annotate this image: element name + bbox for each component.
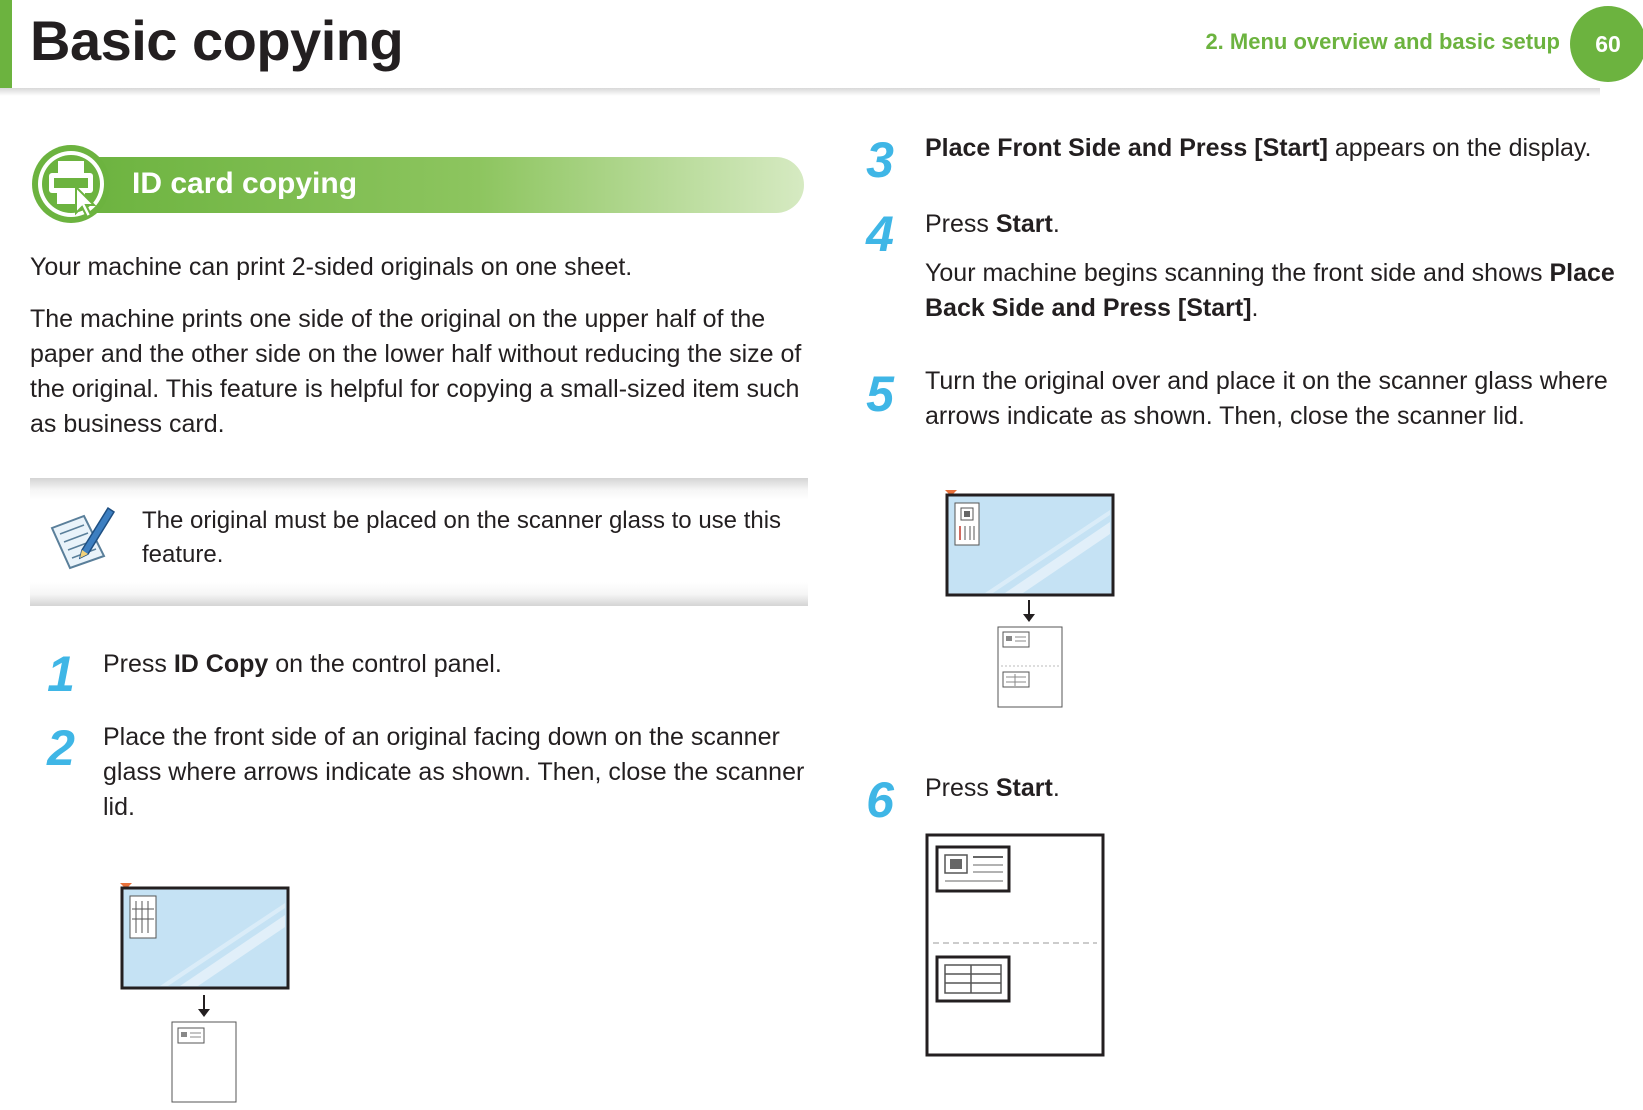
section-title: ID card copying: [132, 167, 358, 200]
step-text-3: Place Front Side and Press [Start] appears on the display.: [925, 134, 1592, 162]
step-number-4: 4: [866, 206, 894, 262]
step-text-4: Press Start.: [925, 210, 1060, 238]
step-text-6: Press Start.: [925, 774, 1060, 802]
page-number-badge: 60: [1570, 6, 1643, 82]
step-number-1: 1: [47, 646, 75, 702]
note-text: The original must be placed on the scanner glass to use this feature.: [142, 507, 782, 568]
printer-icon: [30, 143, 112, 225]
step-text-1: Press ID Copy on the control panel.: [103, 650, 502, 678]
scanner-glass-back-illustration: [945, 484, 1130, 724]
step-number-6: 6: [866, 772, 894, 828]
step-detail-4: Your machine begins scanning the front side and shows Place Back Side and Press [Start].: [925, 259, 1615, 322]
intro-paragraph-2: The machine prints one side of the original on the upper half of the paper and the other side on the lower half without reducing the size of the original. This feature is helpful for copying a small-sized item such as business card.: [30, 305, 802, 438]
chapter-link[interactable]: 2. Menu overview and basic setup: [1205, 29, 1560, 54]
step-number-2: 2: [47, 720, 75, 776]
step-text-5: Turn the original over and place it on the scanner glass where arrows indicate as shown. Then, close the scanner lid.: [925, 367, 1608, 430]
step-text-2: Place the front side of an original facing down on the scanner glass where arrows indicate as shown. Then, close the scanner lid.: [103, 723, 805, 821]
page-title: Basic copying: [30, 9, 404, 72]
header-accent-bar: [0, 0, 12, 92]
scanner-glass-front-illustration: [120, 875, 310, 1110]
step-number-5: 5: [866, 366, 894, 422]
intro-paragraph-1: Your machine can print 2-sided originals on one sheet.: [30, 253, 633, 281]
printed-result-illustration: [925, 833, 1107, 1061]
note-pencil-icon: [46, 502, 118, 572]
step-number-3: 3: [866, 132, 894, 188]
header-divider: [0, 88, 1600, 96]
